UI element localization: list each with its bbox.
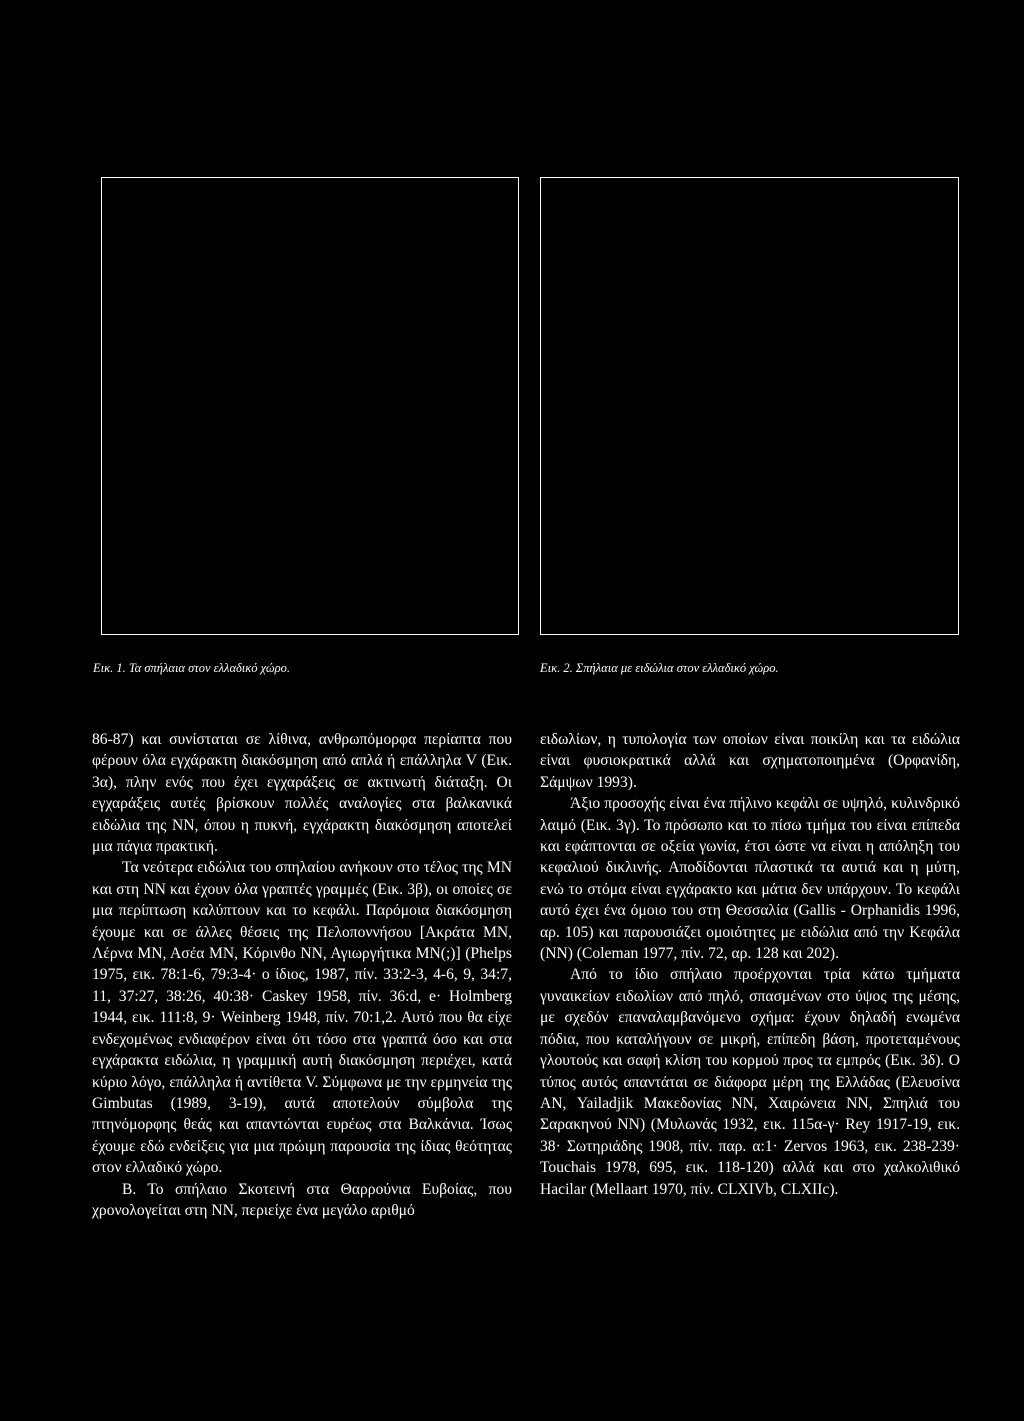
figure-1-caption: Εικ. 1. Τα σπήλαια στον ελλαδικό χώρο.: [93, 661, 290, 675]
paragraph: Άξιο προσοχής είναι ένα πήλινο κεφάλι σε υψηλό, κυλινδρικό λαιμό (Εικ. 3γ). Το πρόσωπο και το πίσω τμήμα του είναι επίπεδα και εφάπτονται σε οξεία γωνία, έτσι ώστε να είναι η απόληξη του κεφαλιού δικλινής. Αποδίδονται πλαστικά τα αυτιά και η μύτη, ενώ το στόμα είναι εγχάρακτο και μάτια δεν υπάρχουν. Το κεφάλι αυτό έχει ένα όμοιο του στη Θεσσαλία (Gallis - Orphanidis 1996, αρ. 105) και παρουσιάζει ομοιότητες με ειδώλια από την Κεφάλα (ΝΝ) (Coleman 1977, πίν. 72, αρ. 128 και 202).: [540, 795, 960, 963]
text-column-right: [540, 729, 960, 1200]
paragraph: Β. Το σπήλαιο Σκοτεινή στα Θαρρούνια Ευβοίας, που χρονολογείται στη ΝΝ, περιείχε ένα μεγάλο αριθμό: [92, 1180, 512, 1219]
figure-1-map-panel: [101, 177, 519, 635]
paragraph: Τα νεότερα ειδώλια του σπηλαίου ανήκουν στο τέλος της ΜΝ και στη ΝΝ και έχουν όλα γραπτές γραμμές (Εικ. 3β), οι οποίες σε μια περίπτωση καλύπτουν και το κεφάλι. Παρόμοια διακόσμηση έχουμε και σε άλλες θέσεις της Πελοποννήσου [Ακράτα ΜΝ, Λέρνα ΜΝ, Ασέα ΜΝ, Κόρινθο ΝΝ, Αγιωργήτικα ΜΝ(;)] (Phelps 1975, εικ. 78:1-6, 79:3-4· ο ίδιος, 1987, πίν. 33:2-3, 4-6, 9, 34:7, 11, 37:27, 38:26, 40:38· Caskey 1958, πίν. 36:d, e· Holmberg 1944, εικ. 111:8, 9· Weinberg 1948, πίν. 70:1,2. Αυτό που θα είχε ενδεχομένως ενδιαφέρον είναι ότι τόσο στα γραπτά όσο και στα εγχάρακτα ειδώλια, η γραμμική αυτή διακόσμηση περιέχει, κατά κύριο λόγο, επάλληλα ή αντίθετα V. Σύμφωνα με την ερμηνεία της Gimbutas (1989, 3-19), αυτά αποτελούν σύμβολα της πτηνόμορφης θεάς και απαντώνται ευρέως στα Βαλκάνια. Ίσως έχουμε εδώ ενδείξεις για μια πρώιμη παρουσία της ίδιας θεότητας στον ελλαδικό χώρο.: [92, 859, 512, 1177]
paragraph: ειδωλίων, η τυπολογία των οποίων είναι ποικίλη και τα ειδώλια είναι φυσιοκρατικά αλλά και σχηματοποιημένα (Ορφανίδη, Σάμψων 1993).: [540, 731, 960, 791]
text-column-left: [92, 729, 512, 1221]
paragraph: Από το ίδιο σπήλαιο προέρχονται τρία κάτω τμήματα γυναικείων ειδωλίων από πηλό, σπασμένων στο ύψος της μέσης, με σχεδόν επαναλαμβανόμενο σχήμα: έχουν δηλαδή ενωμένα πόδια, που καταλήγουν σε μικρή, επίπεδη βάση, προτεταμένους γλουτούς και σαφή κλίση του κορμού προς τα εμπρός (Εικ. 3δ). Ο τύπος αυτός απαντάται σε διάφορα μέρη της Ελλάδας (Ελευσίνα ΑΝ, Yailadjik Μακεδονίας ΝΝ, Χαιρώνεια ΝΝ, Σπηλιά του Σαρακηνού ΝΝ) (Μυλωνάς 1932, εικ. 115α-γ· Rey 1917-19, εικ. 38· Σωτηριάδης 1908, πίν. παρ. α:1· Zervos 1963, εικ. 238-239· Touchais 1978, 695, εικ. 118-120) αλλά και στο χαλκολιθικό Hacilar (Mellaart 1970, πίν. CLXIVb, CLXIIc).: [540, 966, 960, 1198]
figure-2-caption: Εικ. 2. Σπήλαια με ειδώλια στον ελλαδικό χώρο.: [540, 661, 779, 675]
figure-2-map-panel: [540, 177, 959, 635]
paragraph: 86-87) και συνίσταται σε λίθινα, ανθρωπόμορφα περίαπτα που φέρουν όλα εγχάρακτη διακόσμηση από απλά ή επάλληλα V (Εικ. 3α), πλην ενός που έχει εγχαράξεις σε ακτινωτή διάταξη. Οι εγχαράξεις αυτές βρίσκουν πολλές αναλογίες στα βαλκανικά ειδώλια της ΝΝ, όπου η πυκνή, εγχάρακτη διακόσμηση αποτελεί μια πάγια πρακτική.: [92, 731, 512, 856]
